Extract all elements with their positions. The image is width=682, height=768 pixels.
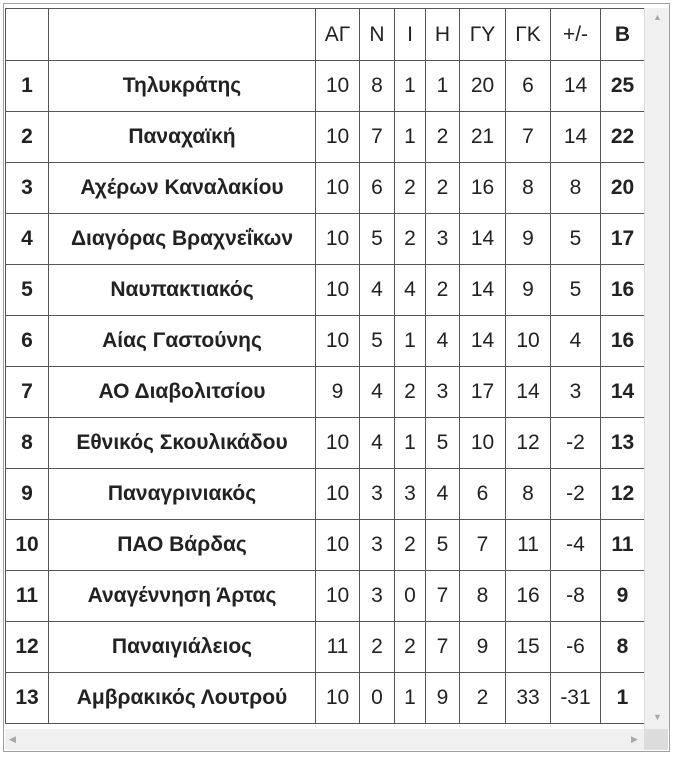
standings-table-container (3, 3, 670, 752)
cell-played: 10 (316, 520, 360, 571)
cell-goals-for: 10 (460, 418, 506, 469)
cell-points: 14 (601, 367, 645, 418)
cell-goal-diff: 5 (551, 265, 601, 316)
table-row (6, 418, 645, 469)
cell-wins: 6 (360, 163, 395, 214)
header-played: ΑΓ (316, 9, 360, 61)
header-team (49, 9, 316, 61)
table-row (6, 163, 645, 214)
cell-goals-against: 8 (506, 469, 551, 520)
cell-team: Αναγέννηση Άρτας (49, 571, 316, 622)
scroll-down-arrow-icon[interactable]: ▼ (653, 712, 662, 722)
cell-goal-diff: 3 (551, 367, 601, 418)
cell-points: 20 (601, 163, 645, 214)
cell-losses: 4 (426, 469, 460, 520)
cell-rank: 5 (6, 265, 49, 316)
cell-draws: 1 (395, 61, 426, 112)
cell-goals-for: 14 (460, 265, 506, 316)
cell-rank: 4 (6, 214, 49, 265)
cell-team: Τηλυκράτης (49, 61, 316, 112)
cell-goals-for: 7 (460, 520, 506, 571)
cell-goals-against: 9 (506, 214, 551, 265)
cell-losses: 2 (426, 112, 460, 163)
cell-goals-for: 9 (460, 622, 506, 673)
cell-draws: 2 (395, 367, 426, 418)
cell-draws: 0 (395, 571, 426, 622)
cell-played: 10 (316, 571, 360, 622)
cell-goal-diff: -6 (551, 622, 601, 673)
cell-played: 11 (316, 622, 360, 673)
cell-goals-against: 16 (506, 571, 551, 622)
cell-goals-against: 6 (506, 61, 551, 112)
cell-played: 10 (316, 469, 360, 520)
cell-goals-against: 12 (506, 418, 551, 469)
cell-points: 25 (601, 61, 645, 112)
cell-points: 1 (601, 673, 645, 724)
cell-rank: 12 (6, 622, 49, 673)
cell-team: Αμβρακικός Λουτρού (49, 673, 316, 724)
cell-losses: 7 (426, 622, 460, 673)
header-goal-diff: +/- (551, 9, 601, 61)
table-row (6, 214, 645, 265)
cell-goals-against: 11 (506, 520, 551, 571)
cell-team: Εθνικός Σκουλικάδου (49, 418, 316, 469)
cell-wins: 8 (360, 61, 395, 112)
cell-team: ΑΟ Διαβολιτσίου (49, 367, 316, 418)
table-row (6, 469, 645, 520)
table-row (6, 316, 645, 367)
header-rank (6, 9, 49, 61)
cell-points: 11 (601, 520, 645, 571)
cell-goals-against: 14 (506, 367, 551, 418)
cell-wins: 5 (360, 214, 395, 265)
cell-points: 12 (601, 469, 645, 520)
cell-rank: 13 (6, 673, 49, 724)
cell-points: 16 (601, 316, 645, 367)
cell-rank: 6 (6, 316, 49, 367)
cell-goal-diff: -4 (551, 520, 601, 571)
cell-losses: 2 (426, 265, 460, 316)
header-goals-against: ΓΚ (506, 9, 551, 61)
scrollbar-corner (644, 729, 668, 750)
cell-rank: 11 (6, 571, 49, 622)
cell-points: 22 (601, 112, 645, 163)
cell-losses: 2 (426, 163, 460, 214)
cell-wins: 4 (360, 367, 395, 418)
cell-team: Διαγόρας Βραχνεΐκων (49, 214, 316, 265)
table-row (6, 622, 645, 673)
cell-played: 10 (316, 418, 360, 469)
cell-draws: 2 (395, 163, 426, 214)
table-row (6, 61, 645, 112)
header-points: Β (601, 9, 645, 61)
cell-rank: 1 (6, 61, 49, 112)
table-row (6, 265, 645, 316)
cell-team: ΠΑΟ Βάρδας (49, 520, 316, 571)
cell-wins: 3 (360, 469, 395, 520)
cell-wins: 4 (360, 418, 395, 469)
cell-draws: 1 (395, 112, 426, 163)
table-row (6, 571, 645, 622)
cell-played: 10 (316, 265, 360, 316)
cell-rank: 10 (6, 520, 49, 571)
cell-goal-diff: 14 (551, 61, 601, 112)
cell-goals-for: 17 (460, 367, 506, 418)
cell-team: Αχέρων Καναλακίου (49, 163, 316, 214)
scroll-up-arrow-icon[interactable]: ▲ (653, 12, 662, 22)
table-row (6, 112, 645, 163)
cell-goals-for: 20 (460, 61, 506, 112)
header-losses: Η (426, 9, 460, 61)
standings-table (5, 8, 644, 724)
cell-wins: 2 (360, 622, 395, 673)
cell-played: 10 (316, 61, 360, 112)
table-row (6, 367, 645, 418)
cell-wins: 4 (360, 265, 395, 316)
header-row (6, 9, 645, 61)
cell-goals-against: 8 (506, 163, 551, 214)
cell-team: Παναιγιάλειος (49, 622, 316, 673)
cell-team: Ναυπακτιακός (49, 265, 316, 316)
cell-draws: 2 (395, 520, 426, 571)
cell-draws: 1 (395, 316, 426, 367)
cell-wins: 3 (360, 571, 395, 622)
cell-goals-for: 8 (460, 571, 506, 622)
cell-played: 10 (316, 316, 360, 367)
cell-goal-diff: 8 (551, 163, 601, 214)
cell-goal-diff: 5 (551, 214, 601, 265)
cell-points: 17 (601, 214, 645, 265)
cell-goal-diff: -31 (551, 673, 601, 724)
cell-losses: 1 (426, 61, 460, 112)
cell-losses: 7 (426, 571, 460, 622)
cell-wins: 3 (360, 520, 395, 571)
cell-goals-against: 9 (506, 265, 551, 316)
cell-goals-for: 16 (460, 163, 506, 214)
cell-losses: 3 (426, 214, 460, 265)
cell-losses: 5 (426, 520, 460, 571)
cell-goals-against: 7 (506, 112, 551, 163)
cell-losses: 9 (426, 673, 460, 724)
cell-points: 9 (601, 571, 645, 622)
cell-played: 10 (316, 163, 360, 214)
cell-team: Παναγρινιακός (49, 469, 316, 520)
cell-team: Αίας Γαστούνης (49, 316, 316, 367)
cell-goals-against: 33 (506, 673, 551, 724)
cell-draws: 2 (395, 214, 426, 265)
cell-goals-for: 2 (460, 673, 506, 724)
header-wins: Ν (360, 9, 395, 61)
cell-played: 9 (316, 367, 360, 418)
scroll-right-arrow-icon[interactable]: ▶ (631, 734, 638, 744)
cell-goals-for: 14 (460, 214, 506, 265)
cell-wins: 0 (360, 673, 395, 724)
table-row (6, 673, 645, 724)
cell-draws: 2 (395, 622, 426, 673)
cell-rank: 9 (6, 469, 49, 520)
cell-team: Παναχαϊκή (49, 112, 316, 163)
cell-draws: 1 (395, 418, 426, 469)
table-row (6, 520, 645, 571)
cell-goals-against: 10 (506, 316, 551, 367)
scroll-left-arrow-icon[interactable]: ◀ (9, 734, 16, 744)
cell-points: 13 (601, 418, 645, 469)
cell-losses: 3 (426, 367, 460, 418)
cell-draws: 3 (395, 469, 426, 520)
header-draws: Ι (395, 9, 426, 61)
cell-losses: 4 (426, 316, 460, 367)
cell-goals-for: 14 (460, 316, 506, 367)
cell-played: 10 (316, 112, 360, 163)
cell-rank: 8 (6, 418, 49, 469)
cell-points: 16 (601, 265, 645, 316)
cell-goal-diff: -8 (551, 571, 601, 622)
cell-wins: 7 (360, 112, 395, 163)
cell-goals-for: 21 (460, 112, 506, 163)
cell-draws: 1 (395, 673, 426, 724)
cell-rank: 3 (6, 163, 49, 214)
header-goals-for: ΓΥ (460, 9, 506, 61)
cell-goal-diff: -2 (551, 418, 601, 469)
cell-goal-diff: 4 (551, 316, 601, 367)
cell-goals-for: 6 (460, 469, 506, 520)
cell-goals-against: 15 (506, 622, 551, 673)
cell-rank: 2 (6, 112, 49, 163)
horizontal-scrollbar[interactable] (5, 729, 644, 750)
cell-played: 10 (316, 214, 360, 265)
cell-goal-diff: -2 (551, 469, 601, 520)
cell-draws: 4 (395, 265, 426, 316)
cell-goal-diff: 14 (551, 112, 601, 163)
table-viewport (5, 8, 644, 729)
cell-played: 10 (316, 673, 360, 724)
cell-rank: 7 (6, 367, 49, 418)
cell-losses: 5 (426, 418, 460, 469)
vertical-scrollbar[interactable] (644, 8, 669, 729)
cell-points: 8 (601, 622, 645, 673)
cell-wins: 5 (360, 316, 395, 367)
